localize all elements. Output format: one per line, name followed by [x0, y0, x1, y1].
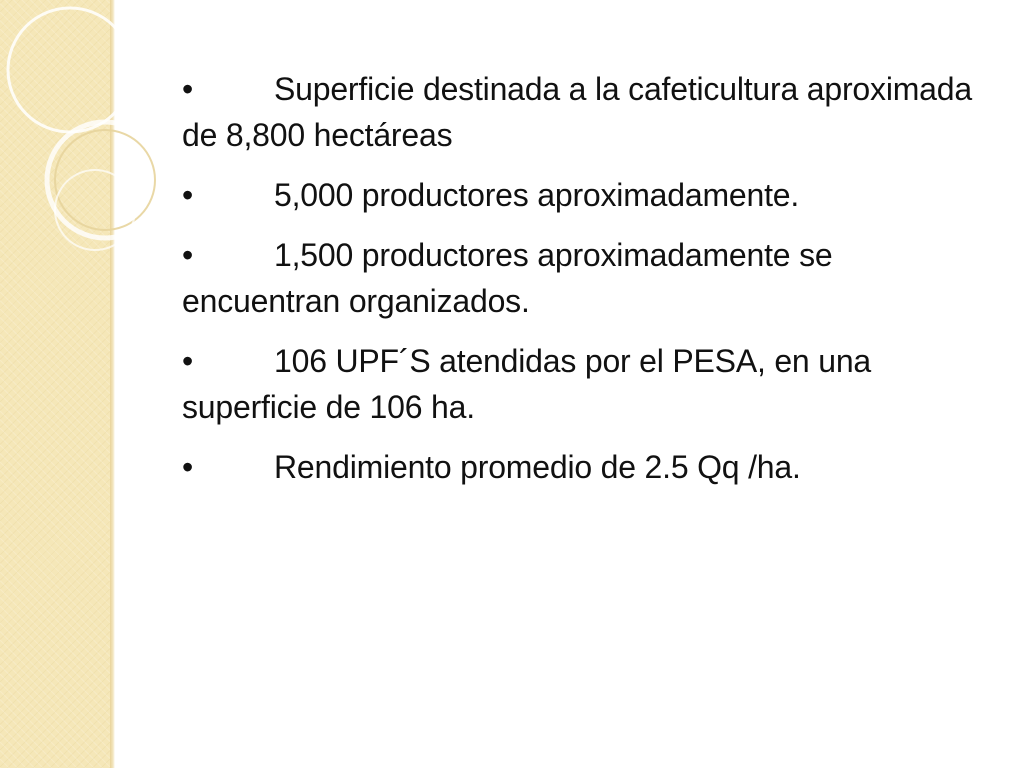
- bullet-icon: •: [182, 237, 194, 273]
- bullet-text: 106 UPF´S atendidas por el PESA, en una superficie de 106 ha.: [182, 343, 872, 425]
- bullet-list: [182, 66, 982, 504]
- bullet-item-5: [182, 444, 982, 490]
- bullet-text: 1,500 productores aproximadamente se encuentran organizados.: [182, 237, 833, 319]
- side-panel-edge: [110, 0, 115, 768]
- bullet-item-3: [182, 232, 982, 324]
- bullet-item-4: [182, 338, 982, 430]
- bullet-item-1: [182, 66, 982, 158]
- bullet-icon: •: [182, 177, 194, 213]
- bullet-icon: •: [182, 449, 194, 485]
- bullet-icon: •: [182, 71, 194, 107]
- bullet-text: Superficie destinada a la cafeticultura aproximada de 8,800 hectáreas: [182, 71, 972, 153]
- bullet-item-2: [182, 172, 982, 218]
- bullet-icon: •: [182, 343, 194, 379]
- bullet-text: 5,000 productores aproximadamente.: [274, 177, 800, 213]
- decorative-side-panel: [0, 0, 110, 768]
- bullet-text: Rendimiento promedio de 2.5 Qq /ha.: [274, 449, 801, 485]
